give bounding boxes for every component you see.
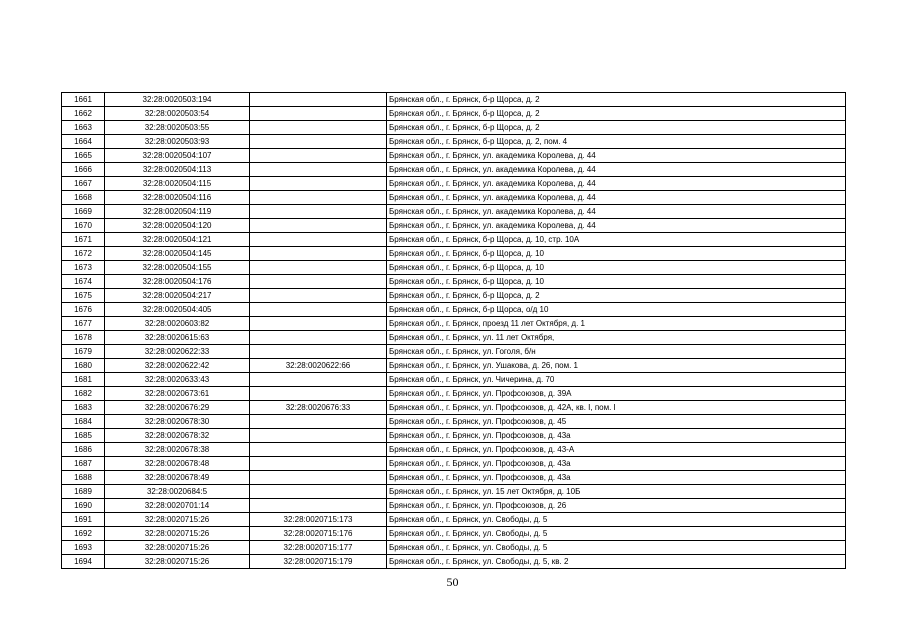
property-registry-table (61, 92, 846, 569)
cadastral-number-cell: 32:28:0020622:33 (105, 345, 250, 359)
address-cell: Брянская обл., г. Брянск, б-р Щорса, д. 10 (387, 261, 846, 275)
table-row (62, 261, 846, 275)
sub-cadastral-number-cell (250, 275, 387, 289)
cadastral-number-cell: 32:28:0020615:63 (105, 331, 250, 345)
table-row (62, 303, 846, 317)
row-number-cell: 1661 (62, 93, 105, 107)
address-cell: Брянская обл., г. Брянск, ул. академика Королева, д. 44 (387, 177, 846, 191)
cadastral-number-cell: 32:28:0020503:55 (105, 121, 250, 135)
row-number-cell: 1675 (62, 289, 105, 303)
cadastral-number-cell: 32:28:0020503:194 (105, 93, 250, 107)
table-row (62, 289, 846, 303)
table-row (62, 359, 846, 373)
row-number-cell: 1671 (62, 233, 105, 247)
address-cell: Брянская обл., г. Брянск, ул. академика Королева, д. 44 (387, 149, 846, 163)
table-row (62, 555, 846, 569)
address-cell: Брянская обл., г. Брянск, ул. Ушакова, д. 26, пом. 1 (387, 359, 846, 373)
sub-cadastral-number-cell (250, 205, 387, 219)
cadastral-number-cell: 32:28:0020504:115 (105, 177, 250, 191)
table-row (62, 429, 846, 443)
sub-cadastral-number-cell: 32:28:0020715:177 (250, 541, 387, 555)
sub-cadastral-number-cell: 32:28:0020715:176 (250, 527, 387, 541)
sub-cadastral-number-cell (250, 345, 387, 359)
row-number-cell: 1689 (62, 485, 105, 499)
row-number-cell: 1667 (62, 177, 105, 191)
cadastral-number-cell: 32:28:0020673:61 (105, 387, 250, 401)
address-cell: Брянская обл., г. Брянск, б-р Щорса, д. 10 (387, 275, 846, 289)
sub-cadastral-number-cell (250, 163, 387, 177)
cadastral-number-cell: 32:28:0020684:5 (105, 485, 250, 499)
table-row (62, 177, 846, 191)
row-number-cell: 1688 (62, 471, 105, 485)
row-number-cell: 1690 (62, 499, 105, 513)
sub-cadastral-number-cell (250, 191, 387, 205)
sub-cadastral-number-cell (250, 219, 387, 233)
cadastral-number-cell: 32:28:0020678:48 (105, 457, 250, 471)
cadastral-number-cell: 32:28:0020503:54 (105, 107, 250, 121)
cadastral-number-cell: 32:28:0020715:26 (105, 527, 250, 541)
table-row (62, 499, 846, 513)
sub-cadastral-number-cell (250, 93, 387, 107)
address-cell: Брянская обл., г. Брянск, ул. Гоголя, б/н (387, 345, 846, 359)
table-row (62, 471, 846, 485)
sub-cadastral-number-cell (250, 387, 387, 401)
page-number: 50 (446, 575, 459, 589)
table-row (62, 93, 846, 107)
sub-cadastral-number-cell (250, 457, 387, 471)
sub-cadastral-number-cell (250, 247, 387, 261)
address-cell: Брянская обл., г. Брянск, ул. Профсоюзов, д. 45 (387, 415, 846, 429)
table-row (62, 443, 846, 457)
row-number-cell: 1670 (62, 219, 105, 233)
cadastral-number-cell: 32:28:0020678:49 (105, 471, 250, 485)
table-row (62, 219, 846, 233)
sub-cadastral-number-cell (250, 233, 387, 247)
row-number-cell: 1681 (62, 373, 105, 387)
row-number-cell: 1674 (62, 275, 105, 289)
address-cell: Брянская обл., г. Брянск, ул. Профсоюзов, д. 39А (387, 387, 846, 401)
table-row (62, 345, 846, 359)
sub-cadastral-number-cell (250, 443, 387, 457)
row-number-cell: 1693 (62, 541, 105, 555)
sub-cadastral-number-cell (250, 135, 387, 149)
cadastral-number-cell: 32:28:0020504:405 (105, 303, 250, 317)
address-cell: Брянская обл., г. Брянск, ул. Профсоюзов, д. 42А, кв. I, пом. I (387, 401, 846, 415)
cadastral-number-cell: 32:28:0020715:26 (105, 541, 250, 555)
address-cell: Брянская обл., г. Брянск, ул. академика Королева, д. 44 (387, 205, 846, 219)
address-cell: Брянская обл., г. Брянск, ул. академика Королева, д. 44 (387, 219, 846, 233)
table-row (62, 121, 846, 135)
table-row (62, 191, 846, 205)
cadastral-number-cell: 32:28:0020504:121 (105, 233, 250, 247)
row-number-cell: 1664 (62, 135, 105, 149)
row-number-cell: 1684 (62, 415, 105, 429)
sub-cadastral-number-cell (250, 471, 387, 485)
cadastral-number-cell: 32:28:0020504:107 (105, 149, 250, 163)
row-number-cell: 1666 (62, 163, 105, 177)
cadastral-number-cell: 32:28:0020715:26 (105, 555, 250, 569)
sub-cadastral-number-cell (250, 317, 387, 331)
table-row (62, 135, 846, 149)
address-cell: Брянская обл., г. Брянск, ул. Чичерина, д. 70 (387, 373, 846, 387)
address-cell: Брянская обл., г. Брянск, б-р Щорса, д. 10, стр. 10А (387, 233, 846, 247)
address-cell: Брянская обл., г. Брянск, ул. Свободы, д. 5 (387, 541, 846, 555)
row-number-cell: 1686 (62, 443, 105, 457)
address-cell: Брянская обл., г. Брянск, б-р Щорса, д. 2 (387, 289, 846, 303)
row-number-cell: 1677 (62, 317, 105, 331)
address-cell: Брянская обл., г. Брянск, б-р Щорса, д. 2 (387, 107, 846, 121)
cadastral-number-cell: 32:28:0020504:217 (105, 289, 250, 303)
table-row (62, 513, 846, 527)
cadastral-number-cell: 32:28:0020504:120 (105, 219, 250, 233)
sub-cadastral-number-cell (250, 289, 387, 303)
table-row (62, 541, 846, 555)
table-row (62, 387, 846, 401)
row-number-cell: 1691 (62, 513, 105, 527)
sub-cadastral-number-cell (250, 373, 387, 387)
row-number-cell: 1685 (62, 429, 105, 443)
table-row (62, 527, 846, 541)
address-cell: Брянская обл., г. Брянск, б-р Щорса, д. 10 (387, 247, 846, 261)
cadastral-number-cell: 32:28:0020503:93 (105, 135, 250, 149)
table-row (62, 107, 846, 121)
row-number-cell: 1683 (62, 401, 105, 415)
address-cell: Брянская обл., г. Брянск, ул. 15 лет Октября, д. 10Б (387, 485, 846, 499)
cadastral-number-cell: 32:28:0020603:82 (105, 317, 250, 331)
address-cell: Брянская обл., г. Брянск, б-р Щорса, о/д 10 (387, 303, 846, 317)
address-cell: Брянская обл., г. Брянск, б-р Щорса, д. 2, пом. 4 (387, 135, 846, 149)
sub-cadastral-number-cell: 32:28:0020715:179 (250, 555, 387, 569)
sub-cadastral-number-cell (250, 499, 387, 513)
address-cell: Брянская обл., г. Брянск, проезд 11 лет Октября, д. 1 (387, 317, 846, 331)
cadastral-number-cell: 32:28:0020504:145 (105, 247, 250, 261)
cadastral-number-cell: 32:28:0020504:176 (105, 275, 250, 289)
sub-cadastral-number-cell (250, 415, 387, 429)
address-cell: Брянская обл., г. Брянск, б-р Щорса, д. 2 (387, 93, 846, 107)
table-row (62, 163, 846, 177)
sub-cadastral-number-cell (250, 429, 387, 443)
sub-cadastral-number-cell (250, 177, 387, 191)
row-number-cell: 1694 (62, 555, 105, 569)
cadastral-number-cell: 32:28:0020504:119 (105, 205, 250, 219)
row-number-cell: 1687 (62, 457, 105, 471)
table-row (62, 457, 846, 471)
sub-cadastral-number-cell (250, 107, 387, 121)
address-cell: Брянская обл., г. Брянск, ул. академика Королева, д. 44 (387, 191, 846, 205)
row-number-cell: 1665 (62, 149, 105, 163)
row-number-cell: 1680 (62, 359, 105, 373)
cadastral-number-cell: 32:28:0020715:26 (105, 513, 250, 527)
table-row (62, 415, 846, 429)
row-number-cell: 1679 (62, 345, 105, 359)
table-row (62, 149, 846, 163)
row-number-cell: 1672 (62, 247, 105, 261)
sub-cadastral-number-cell: 32:28:0020622:66 (250, 359, 387, 373)
cadastral-number-cell: 32:28:0020678:30 (105, 415, 250, 429)
sub-cadastral-number-cell (250, 121, 387, 135)
table-row (62, 233, 846, 247)
table-row (62, 331, 846, 345)
address-cell: Брянская обл., г. Брянск, ул. Профсоюзов, д. 26 (387, 499, 846, 513)
sub-cadastral-number-cell: 32:28:0020676:33 (250, 401, 387, 415)
row-number-cell: 1662 (62, 107, 105, 121)
address-cell: Брянская обл., г. Брянск, ул. Свободы, д. 5 (387, 527, 846, 541)
row-number-cell: 1678 (62, 331, 105, 345)
table-row (62, 275, 846, 289)
table-row (62, 247, 846, 261)
sub-cadastral-number-cell (250, 485, 387, 499)
table-row (62, 401, 846, 415)
row-number-cell: 1673 (62, 261, 105, 275)
address-cell: Брянская обл., г. Брянск, ул. Профсоюзов, д. 43-А (387, 443, 846, 457)
row-number-cell: 1682 (62, 387, 105, 401)
address-cell: Брянская обл., г. Брянск, ул. 11 лет Октября, (387, 331, 846, 345)
cadastral-number-cell: 32:28:0020633:43 (105, 373, 250, 387)
address-cell: Брянская обл., г. Брянск, ул. Профсоюзов, д. 43а (387, 429, 846, 443)
sub-cadastral-number-cell (250, 303, 387, 317)
row-number-cell: 1663 (62, 121, 105, 135)
cadastral-number-cell: 32:28:0020504:113 (105, 163, 250, 177)
table-row (62, 373, 846, 387)
address-cell: Брянская обл., г. Брянск, ул. академика Королева, д. 44 (387, 163, 846, 177)
row-number-cell: 1669 (62, 205, 105, 219)
sub-cadastral-number-cell (250, 331, 387, 345)
cadastral-number-cell: 32:28:0020622:42 (105, 359, 250, 373)
row-number-cell: 1668 (62, 191, 105, 205)
cadastral-number-cell: 32:28:0020504:155 (105, 261, 250, 275)
row-number-cell: 1676 (62, 303, 105, 317)
table-row (62, 317, 846, 331)
address-cell: Брянская обл., г. Брянск, б-р Щорса, д. 2 (387, 121, 846, 135)
sub-cadastral-number-cell (250, 261, 387, 275)
address-cell: Брянская обл., г. Брянск, ул. Профсоюзов, д. 43а (387, 471, 846, 485)
cadastral-number-cell: 32:28:0020504:116 (105, 191, 250, 205)
row-number-cell: 1692 (62, 527, 105, 541)
sub-cadastral-number-cell: 32:28:0020715:173 (250, 513, 387, 527)
address-cell: Брянская обл., г. Брянск, ул. Профсоюзов, д. 43а (387, 457, 846, 471)
table-row (62, 205, 846, 219)
table-body (62, 93, 846, 569)
table-row (62, 485, 846, 499)
cadastral-number-cell: 32:28:0020678:38 (105, 443, 250, 457)
sub-cadastral-number-cell (250, 149, 387, 163)
cadastral-number-cell: 32:28:0020678:32 (105, 429, 250, 443)
cadastral-number-cell: 32:28:0020701:14 (105, 499, 250, 513)
address-cell: Брянская обл., г. Брянск, ул. Свободы, д. 5, кв. 2 (387, 555, 846, 569)
cadastral-number-cell: 32:28:0020676:29 (105, 401, 250, 415)
address-cell: Брянская обл., г. Брянск, ул. Свободы, д. 5 (387, 513, 846, 527)
